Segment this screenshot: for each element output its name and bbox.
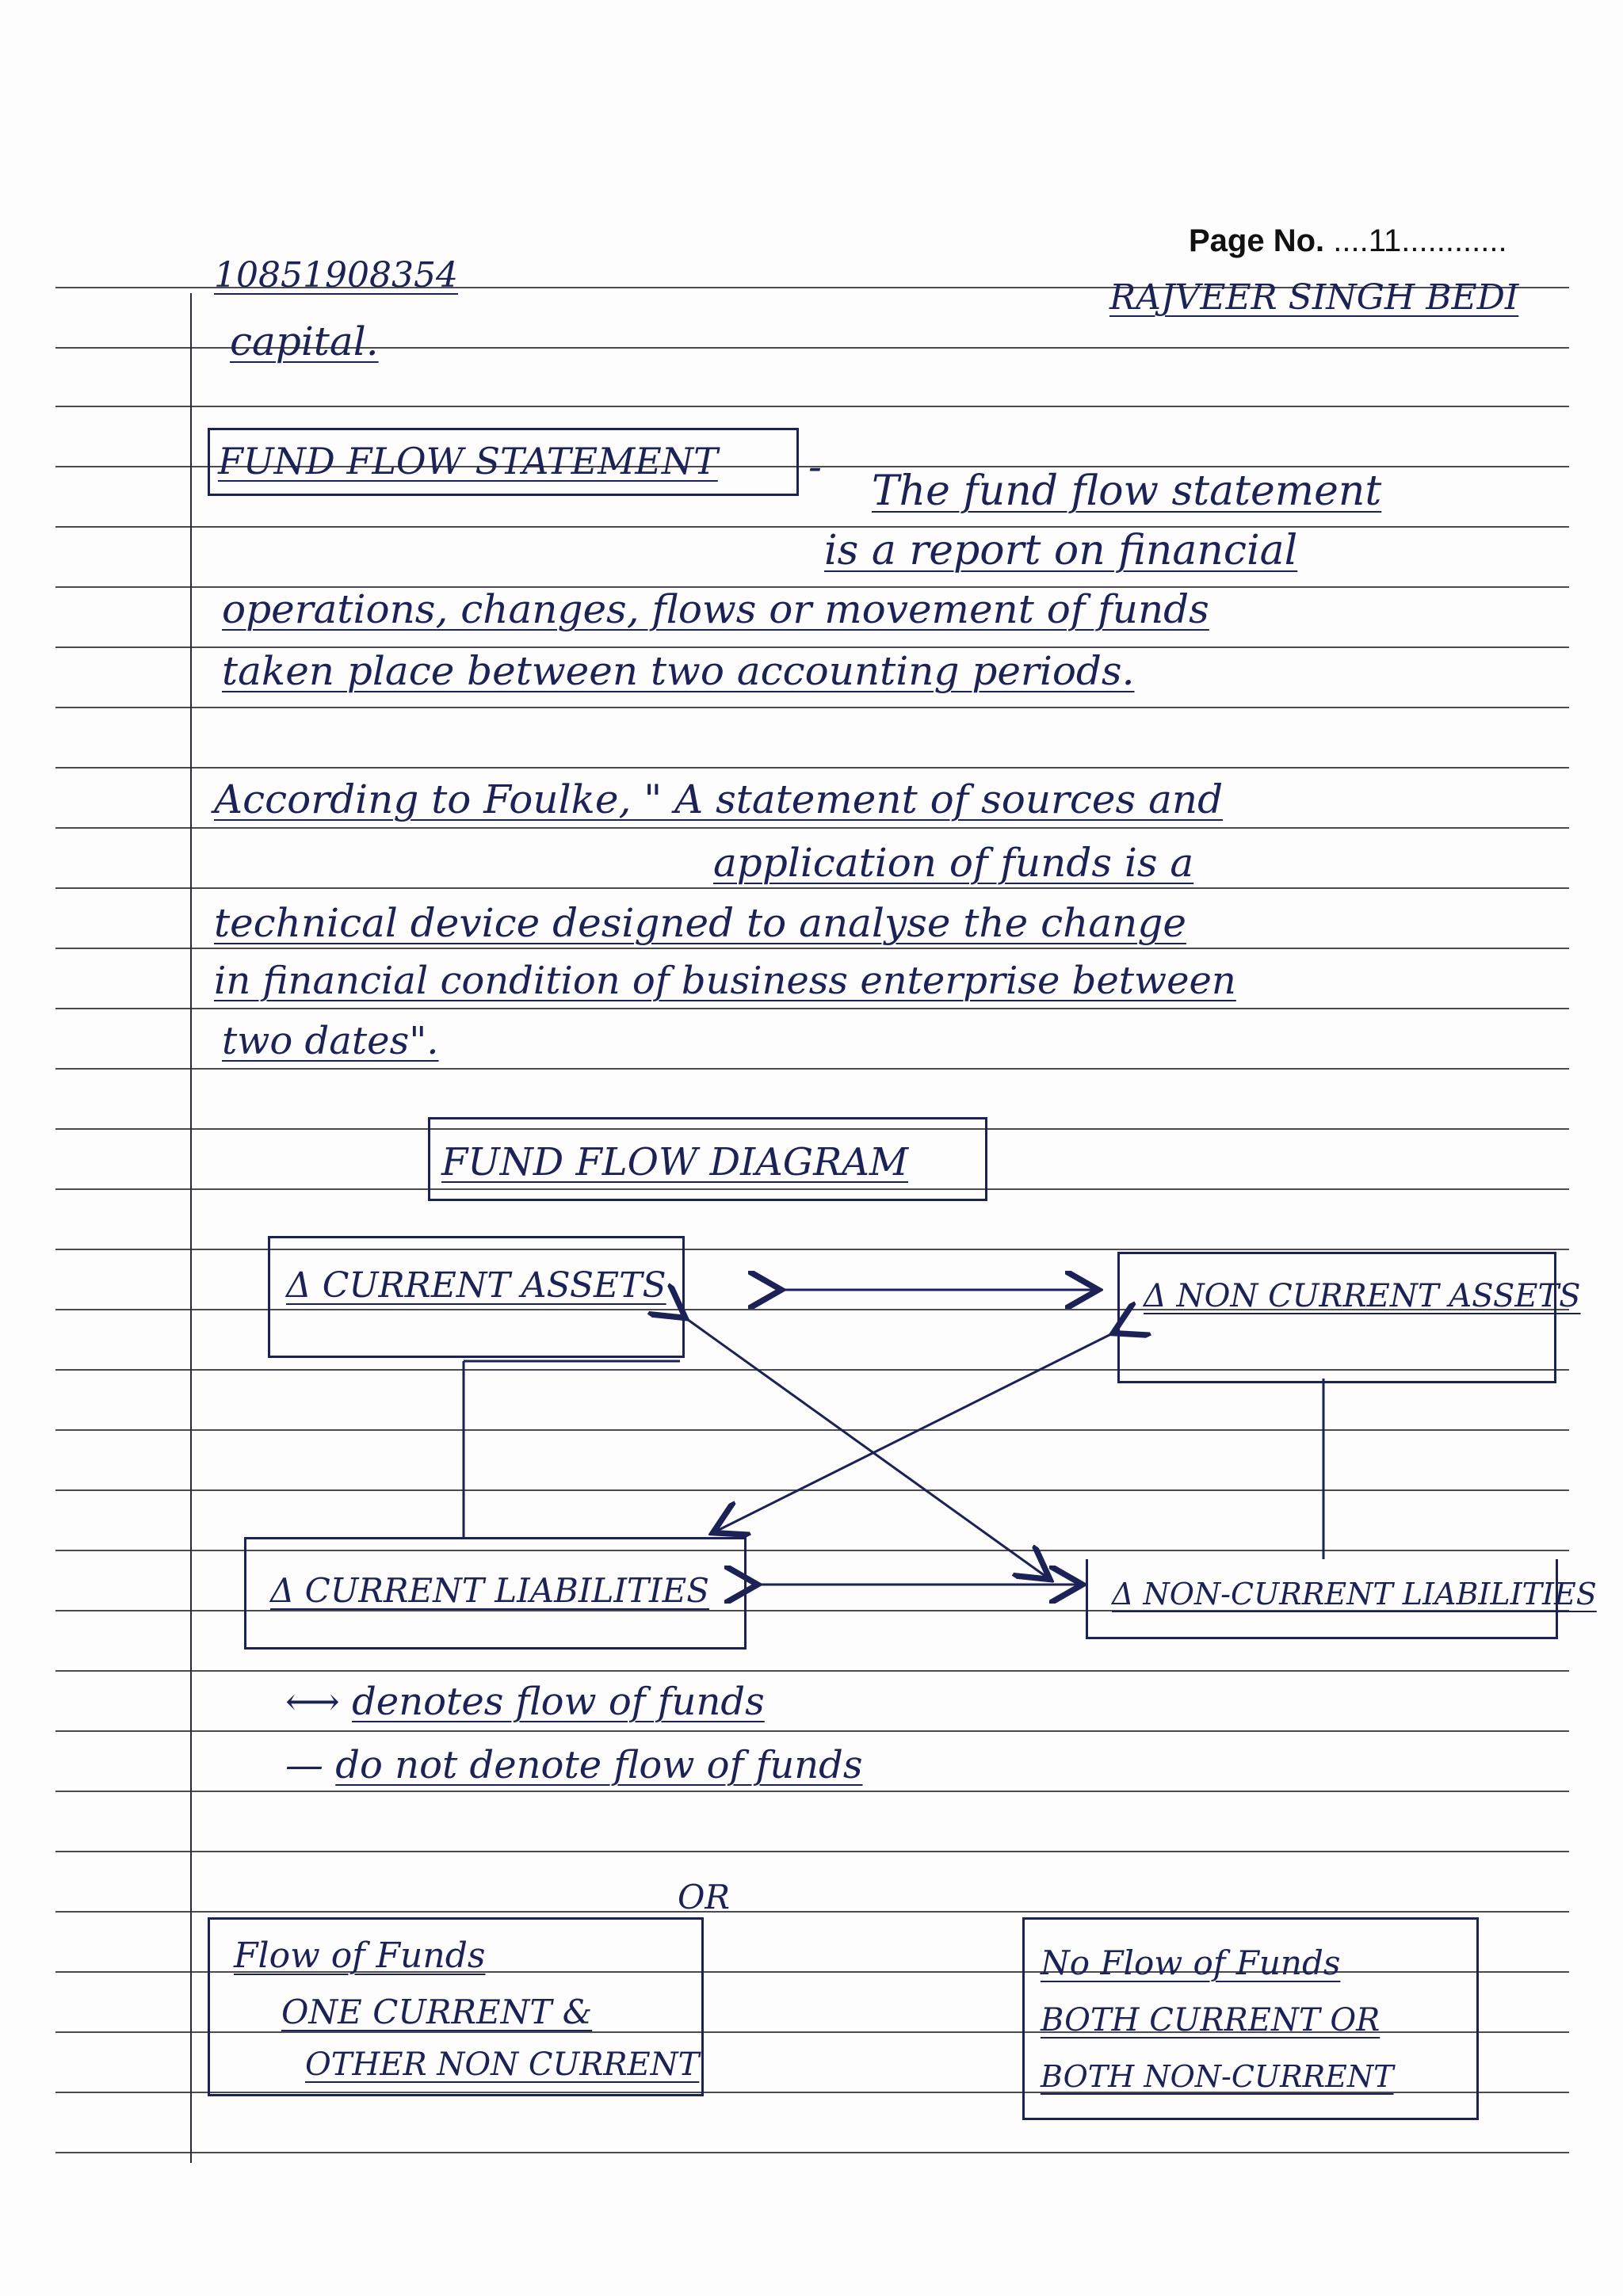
page-no-label: Page No.: [1189, 223, 1325, 258]
no-flow-box-line-1: No Flow of Funds: [1041, 1943, 1341, 1982]
quote-line-1: According to Foulke, " A statement of sources and: [214, 776, 1224, 822]
legend-line-row: [285, 1743, 863, 1787]
diagonal-arrow-2: [717, 1331, 1117, 1531]
flow-box-line-3: OTHER NON CURRENT: [305, 2046, 700, 2083]
no-flow-box-line-2: BOTH CURRENT OR: [1041, 2002, 1381, 2039]
plain-line-icon: —: [285, 1743, 323, 1787]
quote-line-4: in financial condition of business enterprise between: [214, 959, 1236, 1003]
legend-line-text: do not denote flow of funds: [335, 1743, 863, 1787]
legend-arrow-row: [285, 1680, 765, 1724]
definition-heading: FUND FLOW STATEMENT: [218, 440, 718, 482]
quote-line-3: technical device designed to analyse the change: [214, 900, 1186, 946]
or-label: OR: [678, 1878, 731, 1917]
current-liabilities-label: Δ CURRENT LIABILITIES: [270, 1571, 710, 1610]
quote-line-5: two dates".: [222, 1019, 439, 1063]
diagram-title: FUND FLOW DIAGRAM: [441, 1140, 909, 1184]
author-name: RAJVEER SINGH BEDI: [1109, 277, 1519, 318]
diagonal-arrow-1: [682, 1315, 1046, 1577]
flow-box-line-1: Flow of Funds: [234, 1936, 486, 1976]
non-current-assets-label: Δ NON CURRENT ASSETS: [1144, 1278, 1581, 1314]
no-flow-of-funds-box: [1022, 1917, 1479, 2120]
double-arrow-icon: ⟷: [285, 1680, 340, 1724]
definition-line-1: The fund flow statement: [872, 467, 1382, 515]
phone-number: 10851908354: [214, 255, 458, 296]
definition-line-2: is a report on financial: [824, 527, 1298, 574]
legend-arrow-text: denotes flow of funds: [352, 1680, 765, 1724]
non-current-liabilities-label: Δ NON-CURRENT LIABILITIES: [1112, 1577, 1597, 1611]
heading-dash: -: [808, 444, 822, 490]
no-flow-box-line-3: BOTH NON-CURRENT: [1041, 2059, 1394, 2094]
capital-word: capital.: [230, 318, 379, 364]
flow-of-funds-box: [208, 1917, 704, 2096]
current-assets-label: Δ CURRENT ASSETS: [286, 1265, 666, 1306]
page-no-value: ....11............: [1333, 223, 1507, 258]
definition-line-4: taken place between two accounting periods.: [222, 648, 1135, 694]
definition-line-3: operations, changes, flows or movement of funds: [222, 586, 1209, 632]
flow-box-line-2: ONE CURRENT &: [281, 1993, 593, 2031]
quote-line-2: application of funds is a: [713, 840, 1194, 886]
